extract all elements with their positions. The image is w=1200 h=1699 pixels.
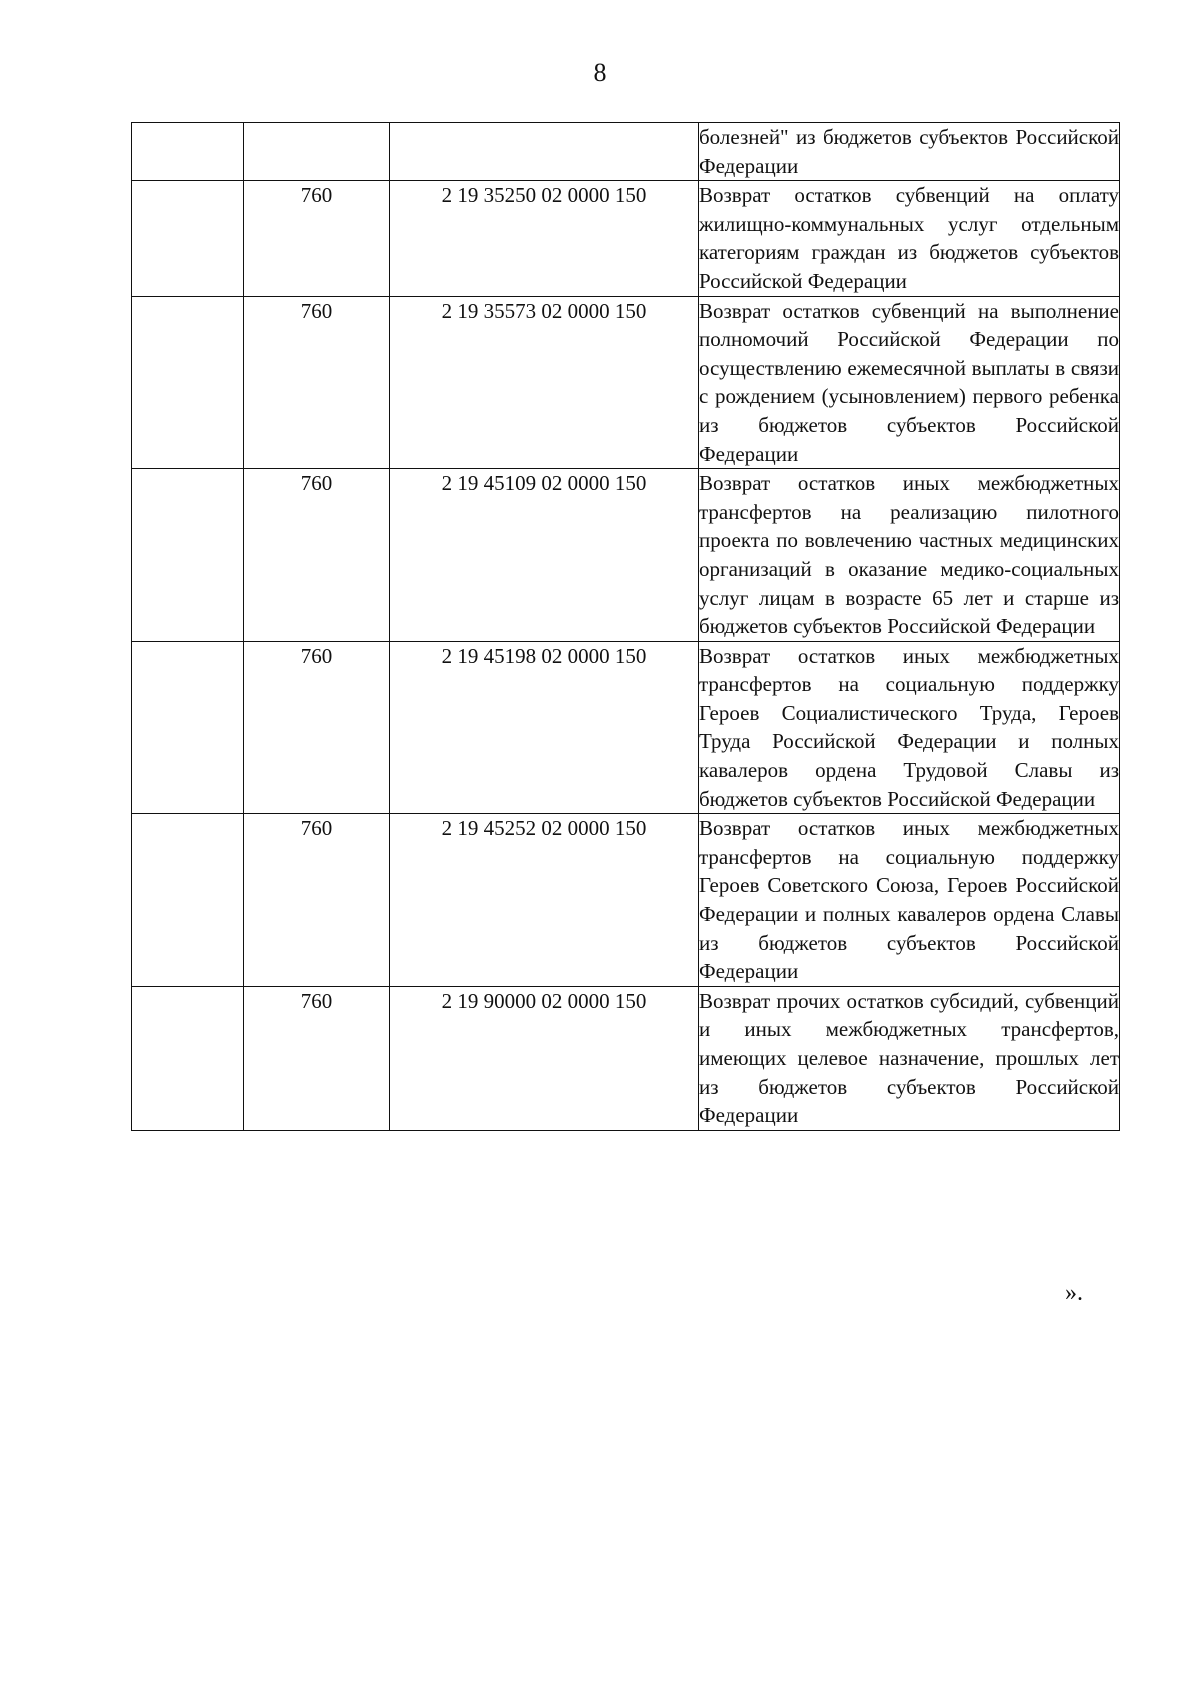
admin-code-cell: 760 bbox=[244, 469, 390, 642]
table-row bbox=[132, 986, 1120, 1130]
table-row bbox=[132, 641, 1120, 814]
table-row bbox=[132, 181, 1120, 296]
admin-code-cell: 760 bbox=[244, 814, 390, 987]
kbk-code-cell: 2 19 45109 02 0000 150 bbox=[390, 469, 699, 642]
kbk-code-cell: 2 19 45252 02 0000 150 bbox=[390, 814, 699, 987]
table-row bbox=[132, 469, 1120, 642]
admin-code-cell: 760 bbox=[244, 181, 390, 296]
kbk-code-cell: 2 19 90000 02 0000 150 bbox=[390, 986, 699, 1130]
empty-cell bbox=[132, 123, 244, 181]
admin-code-cell: 760 bbox=[244, 641, 390, 814]
admin-code-cell: 760 bbox=[244, 296, 390, 469]
admin-code-cell: 760 bbox=[244, 986, 390, 1130]
closing-quote: ». bbox=[1065, 1280, 1083, 1306]
page-number: 8 bbox=[593, 58, 607, 87]
table-row bbox=[132, 123, 1120, 181]
revenue-name-cell: Возврат остатков иных межбюджетных трансфертов на социальную поддержку Героев Социалистического Труда, Героев Труда Российской Федерации и полных кавалеров ордена Трудовой Славы из бюджетов субъектов Российской Федерации bbox=[699, 641, 1120, 814]
kbk-code-cell: 2 19 35250 02 0000 150 bbox=[390, 181, 699, 296]
empty-cell bbox=[132, 296, 244, 469]
table-row bbox=[132, 814, 1120, 987]
kbk-code-cell: 2 19 45198 02 0000 150 bbox=[390, 641, 699, 814]
empty-cell bbox=[132, 814, 244, 987]
empty-cell bbox=[132, 181, 244, 296]
revenue-name-cell: Возврат остатков иных межбюджетных трансфертов на социальную поддержку Героев Советского Союза, Героев Российской Федерации и полных кавалеров ордена Славы из бюджетов субъектов Российской Федерации bbox=[699, 814, 1120, 987]
empty-cell bbox=[132, 469, 244, 642]
revenue-name-cell: Возврат остатков субвенций на оплату жилищно-коммунальных услуг отдельным категориям граждан из бюджетов субъектов Российской Федерации bbox=[699, 181, 1120, 296]
empty-cell bbox=[132, 986, 244, 1130]
table-row bbox=[132, 296, 1120, 469]
admin-code-cell bbox=[244, 123, 390, 181]
kbk-code-cell: 2 19 35573 02 0000 150 bbox=[390, 296, 699, 469]
budget-classification-table bbox=[131, 122, 1120, 1131]
empty-cell bbox=[132, 641, 244, 814]
revenue-name-cell: Возврат прочих остатков субсидий, субвенций и иных межбюджетных трансфертов, имеющих целевое назначение, прошлых лет из бюджетов субъектов Российской Федерации bbox=[699, 986, 1120, 1130]
kbk-code-cell bbox=[390, 123, 699, 181]
revenue-name-cell: Возврат остатков иных межбюджетных трансфертов на реализацию пилотного проекта по вовлечению частных медицинских организаций в оказание медико-социальных услуг лицам в возрасте 65 лет и старше из бюджетов субъектов Российской Федерации bbox=[699, 469, 1120, 642]
revenue-name-cell: болезней" из бюджетов субъектов Российской Федерации bbox=[699, 123, 1120, 181]
revenue-name-cell: Возврат остатков субвенций на выполнение полномочий Российской Федерации по осуществлению ежемесячной выплаты в связи с рождением (усыновлением) первого ребенка из бюджетов субъектов Российской Федерации bbox=[699, 296, 1120, 469]
